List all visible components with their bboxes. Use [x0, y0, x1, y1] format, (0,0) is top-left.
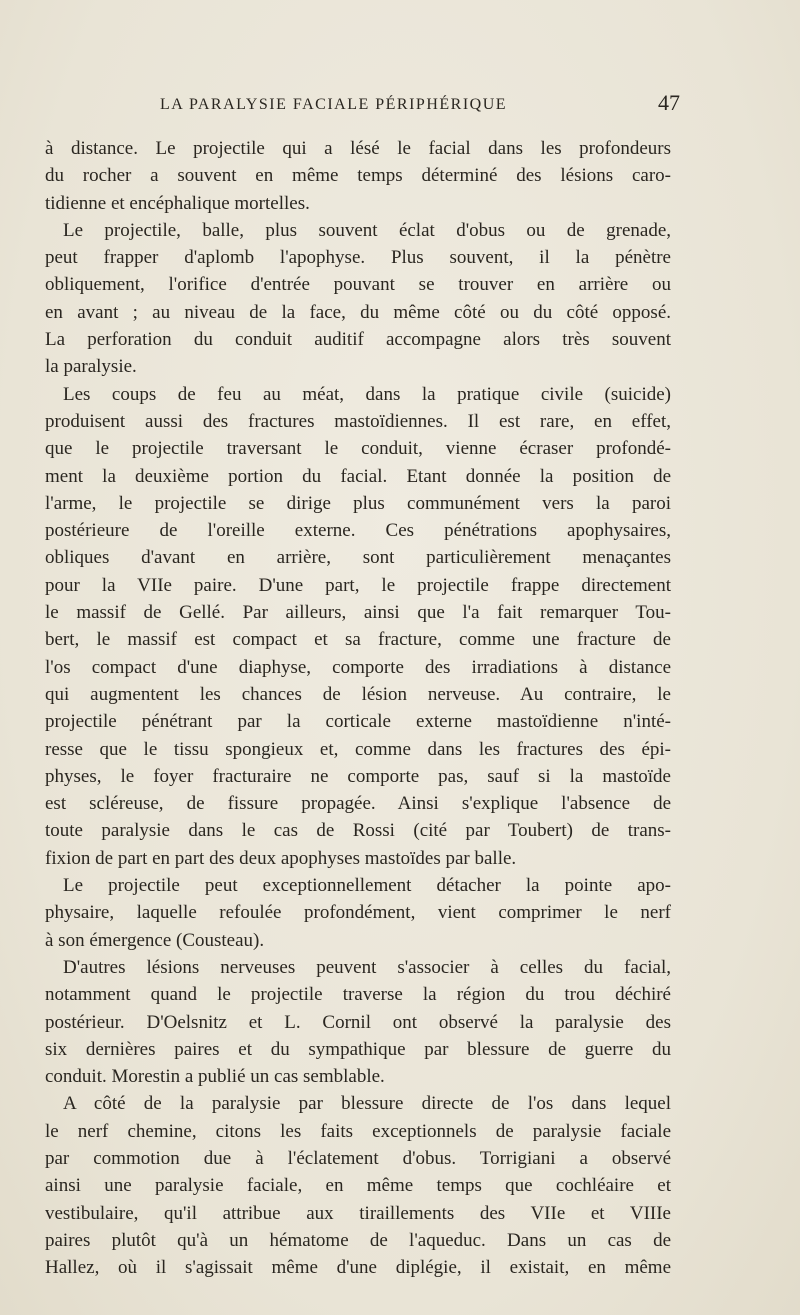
text-line: vestibulaire, qu'il attribue aux tiraillements des VIIe et VIIIe — [45, 1202, 671, 1224]
text-line: Les coups de feu au méat, dans la pratique civile (suicide) — [63, 383, 671, 405]
running-title: LA PARALYSIE FACIALE PÉRIPHÉRIQUE — [160, 96, 508, 113]
text-line: que le projectile traversant le conduit, vienne écraser profondé- — [45, 438, 671, 460]
text-line: Hallez, où il s'agissait même d'une diplégie, il existait, en même — [45, 1257, 671, 1279]
text-line: six dernières paires et du sympathique par blessure de guerre du — [45, 1038, 671, 1060]
text-line: pour la VIIe paire. D'une part, le projectile frappe directement — [45, 574, 671, 596]
text-line: qui augmentent les chances de lésion nerveuse. Au contraire, le — [45, 683, 671, 705]
text-line: l'os compact d'une diaphyse, comporte des irradiations à distance — [45, 656, 671, 678]
text-line: Le projectile, balle, plus souvent éclat d'obus ou de grenade, — [63, 219, 671, 241]
text-line: en avant ; au niveau de la face, du même côté ou du côté opposé. — [45, 301, 671, 323]
text-line: resse que le tissu spongieux et, comme dans les fractures des épi- — [45, 738, 671, 760]
text-line: physaire, laquelle refoulée profondément, vient comprimer le nerf — [45, 902, 671, 924]
text-line: postérieure de l'oreille externe. Ces pénétrations apophysaires, — [45, 520, 671, 542]
text-line: toute paralysie dans le cas de Rossi (cité par Toubert) de trans- — [45, 820, 671, 842]
text-line: paires plutôt qu'à un hématome de l'aqueduc. Dans un cas de — [45, 1229, 671, 1251]
text-line: D'autres lésions nerveuses peuvent s'associer à celles du facial, — [63, 956, 671, 978]
text-line: ainsi une paralysie faciale, en même temps que cochléaire et — [45, 1175, 671, 1197]
text-line: l'arme, le projectile se dirige plus communément vers la paroi — [45, 492, 671, 514]
body-text — [45, 135, 671, 1281]
text-line: obliques d'avant en arrière, sont particulièrement menaçantes — [45, 547, 671, 569]
text-line: A côté de la paralysie par blessure directe de l'os dans lequel — [63, 1093, 671, 1115]
text-line: Le projectile peut exceptionnellement détacher la pointe apo- — [63, 875, 671, 897]
text-line: conduit. Morestin a publié un cas semblable. — [45, 1066, 385, 1088]
text-line: postérieur. D'Oelsnitz et L. Cornil ont observé la paralysie des — [45, 1011, 671, 1033]
text-line: La perforation du conduit auditif accompagne alors très souvent — [45, 329, 671, 351]
text-line: la paralysie. — [45, 356, 137, 378]
running-head — [160, 90, 680, 126]
text-line: par commotion due à l'éclatement d'obus. Torrigiani a observé — [45, 1147, 671, 1169]
text-line: à distance. Le projectile qui a lésé le facial dans les profondeurs — [45, 138, 671, 159]
text-line: projectile pénétrant par la corticale externe mastoïdienne n'inté- — [45, 711, 671, 733]
text-line: obliquement, l'orifice d'entrée pouvant se trouver en arrière ou — [45, 274, 671, 296]
text-line: tidienne et encéphalique mortelles. — [45, 192, 310, 214]
text-line: le nerf chemine, citons les faits exceptionnels de paralysie faciale — [45, 1120, 671, 1142]
text-line: produisent aussi des fractures mastoïdiennes. Il est rare, en effet, — [45, 410, 671, 432]
text-line: du rocher a souvent en même temps déterminé des lésions caro- — [45, 165, 671, 187]
text-line: physes, le foyer fracturaire ne comporte pas, sauf si la mastoïde — [45, 765, 671, 787]
text-line: bert, le massif est compact et sa fracture, comme une fracture de — [45, 629, 671, 651]
text-line: est scléreuse, de fissure propagée. Ainsi s'explique l'absence de — [45, 793, 671, 815]
text-line: à son émergence (Cousteau). — [45, 929, 265, 951]
text-line: peut frapper d'aplomb l'apophyse. Plus souvent, il la pénètre — [45, 247, 671, 269]
text-line: le massif de Gellé. Par ailleurs, ainsi que l'a fait remarquer Tou- — [45, 602, 671, 624]
text-line: notamment quand le projectile traverse la région du trou déchiré — [45, 984, 671, 1006]
text-line: fixion de part en part des deux apophyses mastoïdes par balle. — [45, 847, 517, 869]
text-line: ment la deuxième portion du facial. Etant donnée la position de — [45, 465, 671, 487]
page-number: 47 — [658, 90, 680, 115]
